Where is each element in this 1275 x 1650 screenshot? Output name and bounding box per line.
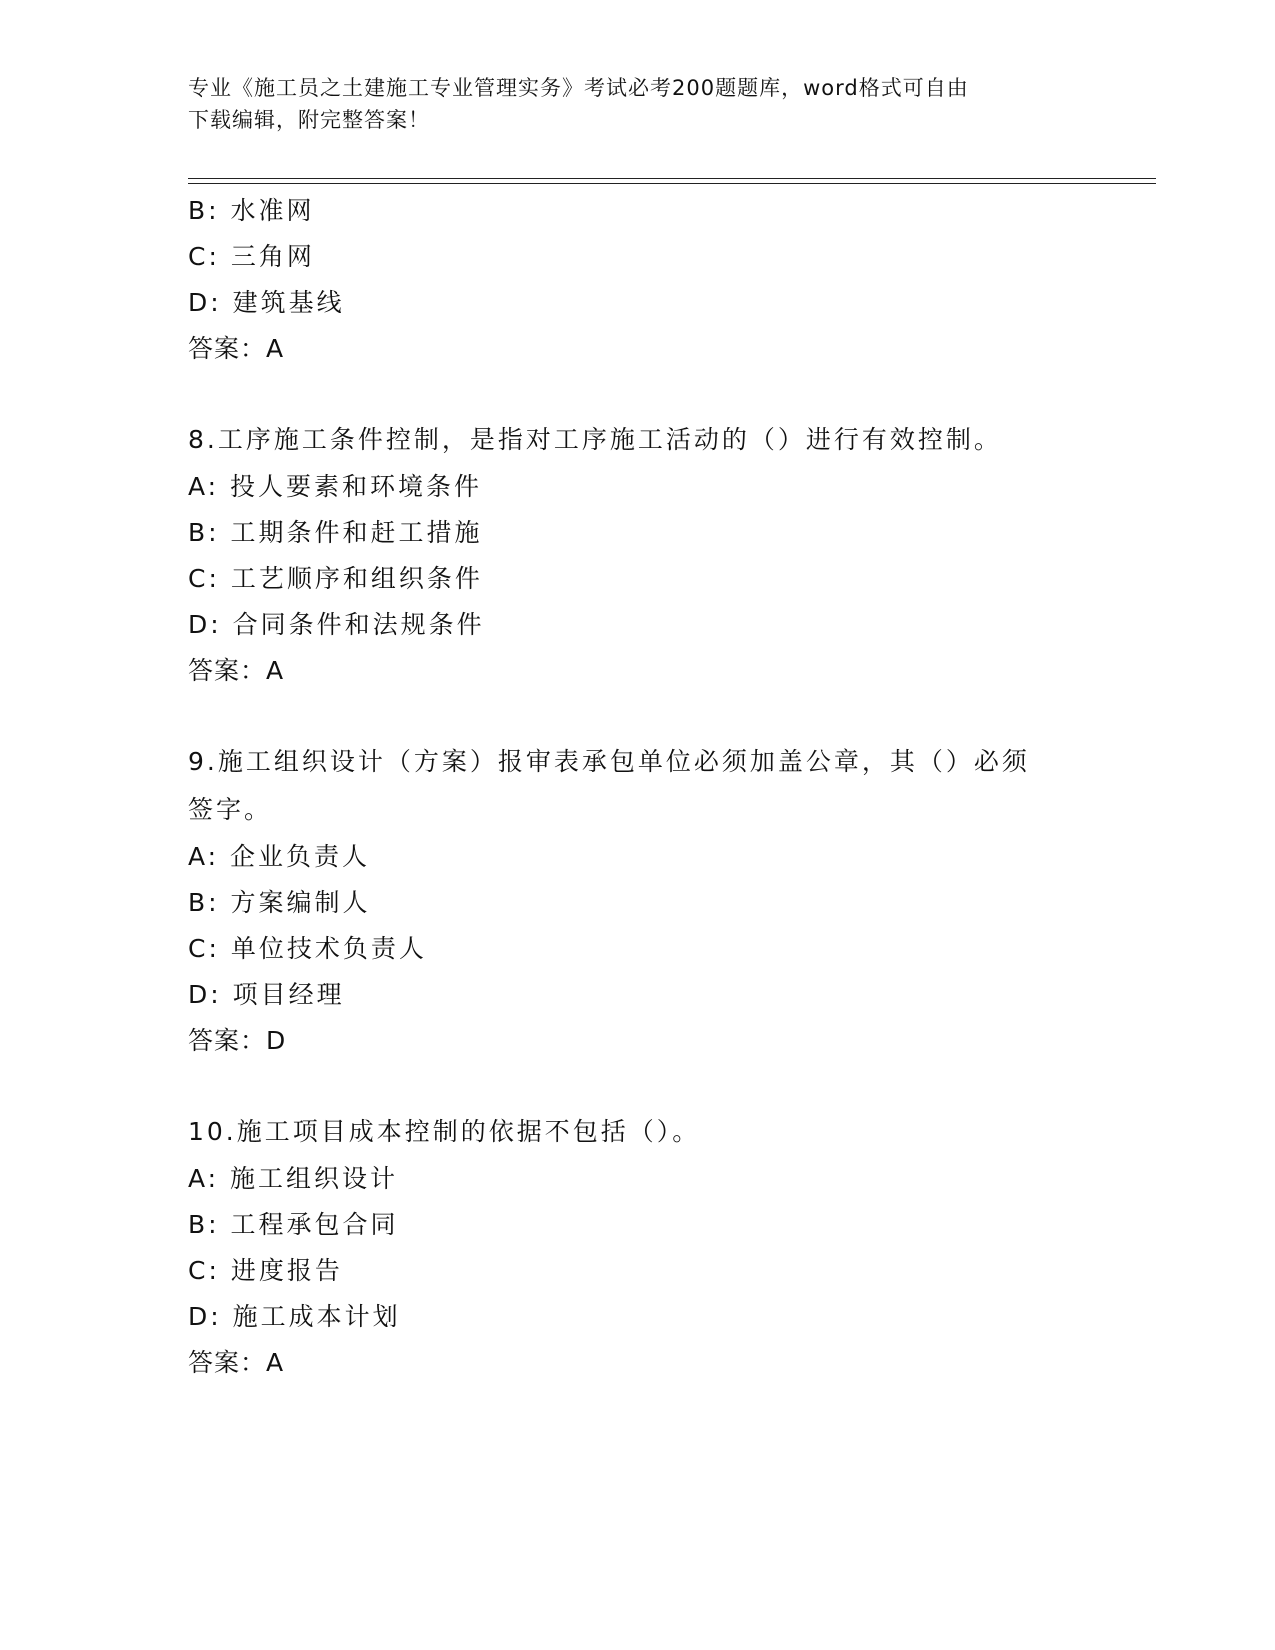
question-text-line-2: 签字。 — [188, 795, 273, 824]
answer-line: 答案：D — [188, 1026, 287, 1055]
option-b: B: 方案编制人 — [188, 888, 371, 917]
option-a: A: 企业负责人 — [188, 842, 371, 871]
answer-line: 答案：A — [188, 1348, 285, 1377]
option-d: D: 施工成本计划 — [188, 1302, 401, 1331]
header-line-1: 专业《施工员之土建施工专业管理实务》考试必考200题题库，word格式可自由 — [188, 76, 969, 100]
question-text: 8.工序施工条件控制，是指对工序施工活动的（）进行有效控制。 — [188, 425, 1002, 454]
question-text-line-1: 9.施工组织设计（方案）报审表承包单位必须加盖公章，其（）必须 — [188, 747, 1030, 776]
option-d: D: 建筑基线 — [188, 288, 345, 317]
option-d: D: 项目经理 — [188, 980, 345, 1009]
option-a: A: 投人要素和环境条件 — [188, 472, 483, 501]
header-divider-bottom — [188, 183, 1156, 184]
document-header — [188, 72, 1068, 136]
question-text: 10.施工项目成本控制的依据不包括（）。 — [188, 1117, 701, 1146]
question-block-9 — [188, 738, 1088, 1064]
option-b: B: 工期条件和赶工措施 — [188, 518, 483, 547]
option-c: C: 进度报告 — [188, 1256, 343, 1285]
option-b: B: 工程承包合同 — [188, 1210, 399, 1239]
question-block-8 — [188, 416, 1088, 694]
option-c: C: 工艺顺序和组织条件 — [188, 564, 483, 593]
header-line-2: 下载编辑，附完整答案！ — [188, 108, 430, 132]
header-divider-top — [188, 178, 1156, 179]
option-b: B: 水准网 — [188, 196, 315, 225]
option-c: C: 单位技术负责人 — [188, 934, 427, 963]
option-d: D: 合同条件和法规条件 — [188, 610, 485, 639]
answer-line: 答案：A — [188, 334, 285, 363]
question-block-prev — [188, 188, 1088, 372]
question-block-10 — [188, 1108, 1088, 1386]
question-list — [188, 188, 1088, 1386]
option-c: C: 三角网 — [188, 242, 315, 271]
answer-line: 答案：A — [188, 656, 285, 685]
option-a: A: 施工组织设计 — [188, 1164, 399, 1193]
